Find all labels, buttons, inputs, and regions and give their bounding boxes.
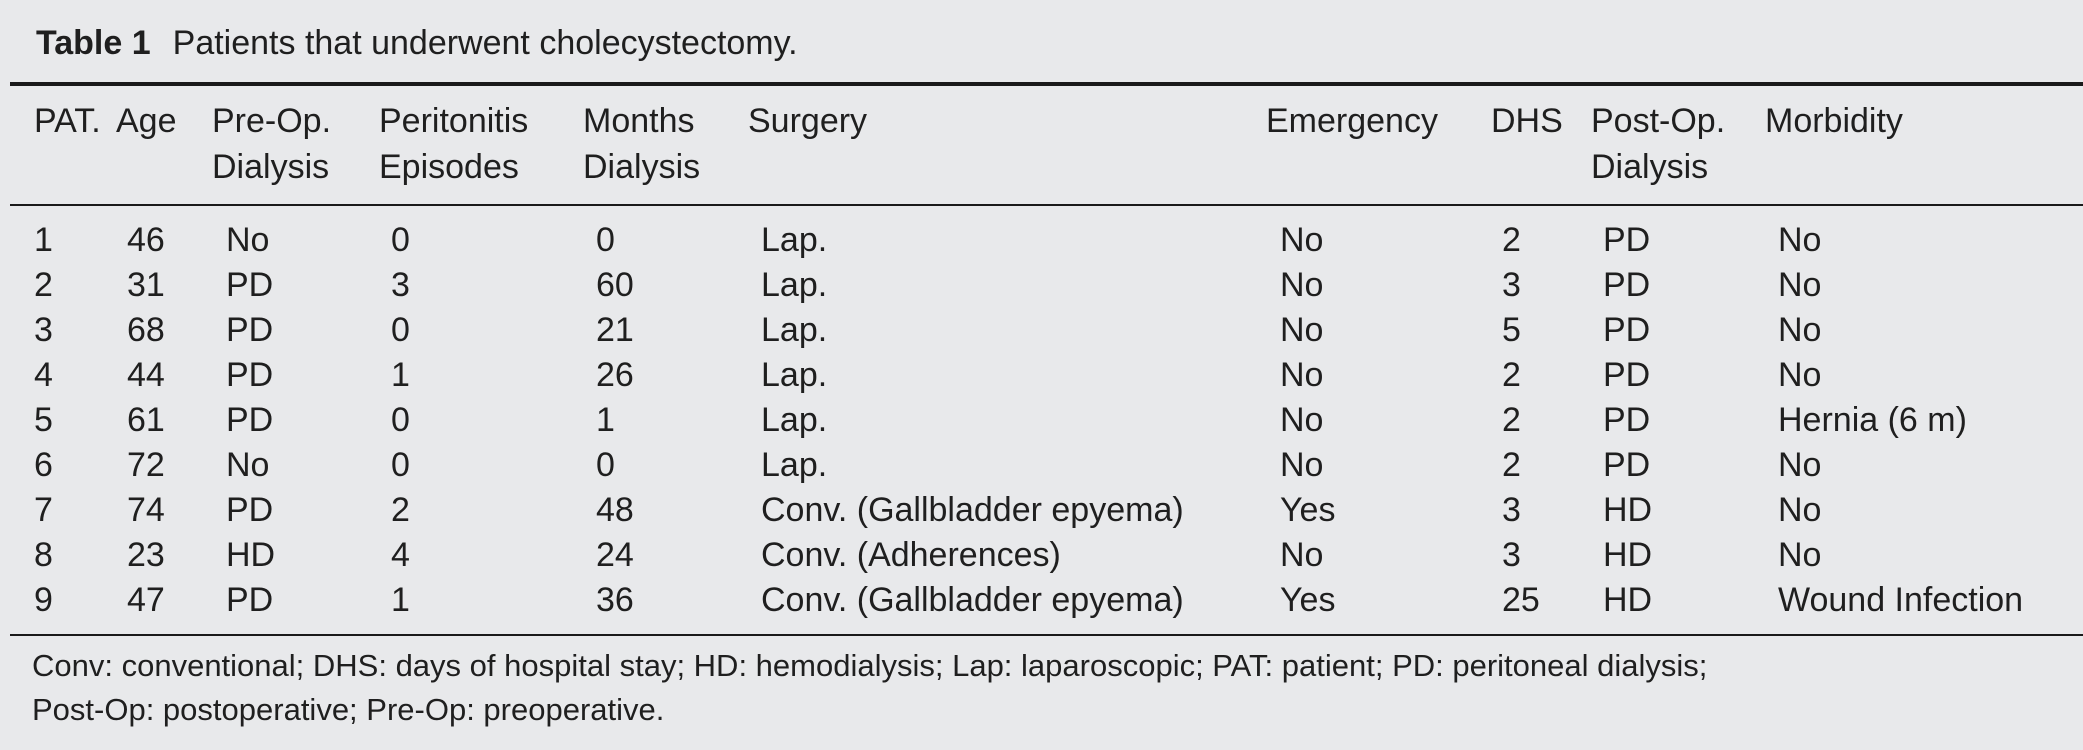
cell-dhs: 25: [1502, 581, 1540, 619]
table-footnote: [32, 644, 2052, 732]
header-months-dialysis-line2: Dialysis: [583, 148, 701, 186]
header-age: [116, 98, 177, 144]
header-pre-op-dialysis: [212, 98, 331, 190]
cell-peritonitis-episodes: 0: [391, 311, 410, 349]
cell-months-dialysis: 36: [596, 581, 634, 619]
bottom-rule: [10, 634, 2083, 636]
header-peritonitis-episodes-line1: Peritonitis: [379, 102, 529, 140]
cell-post-op-dialysis: PD: [1603, 446, 1651, 484]
header-morbidity: [1765, 98, 1903, 144]
cell-age: 72: [127, 446, 165, 484]
header-dhs: [1491, 98, 1563, 144]
cell-dhs: 3: [1502, 266, 1521, 304]
cell-peritonitis-episodes: 0: [391, 446, 410, 484]
cell-emergency: No: [1280, 536, 1324, 574]
header-pre-op-dialysis-line1: Pre-Op.: [212, 102, 332, 140]
cell-morbidity: No: [1778, 356, 1822, 394]
cell-months-dialysis: 0: [596, 221, 615, 259]
cell-pre-op-dialysis: No: [226, 446, 270, 484]
cell-peritonitis-episodes: 3: [391, 266, 410, 304]
cell-dhs: 5: [1502, 311, 1521, 349]
cell-peritonitis-episodes: 1: [391, 581, 410, 619]
top-rule: [10, 82, 2083, 86]
cell-dhs: 3: [1502, 491, 1521, 529]
cell-peritonitis-episodes: 0: [391, 221, 410, 259]
cell-months-dialysis: 48: [596, 491, 634, 529]
header-months-dialysis: [583, 98, 700, 190]
cell-pat: 1: [34, 221, 53, 259]
cell-pat: 4: [34, 356, 53, 394]
cell-post-op-dialysis: PD: [1603, 221, 1651, 259]
header-post-op-dialysis-line1: Post-Op.: [1591, 102, 1726, 140]
cell-surgery: Lap.: [761, 446, 828, 484]
table-caption: [36, 14, 798, 72]
header-surgery-line1: Surgery: [748, 102, 868, 140]
cell-post-op-dialysis: PD: [1603, 311, 1651, 349]
cell-age: 68: [127, 311, 165, 349]
cell-dhs: 3: [1502, 536, 1521, 574]
cell-months-dialysis: 0: [596, 446, 615, 484]
cell-pre-op-dialysis: PD: [226, 401, 274, 439]
header-months-dialysis-line1: Months: [583, 102, 695, 140]
cell-dhs: 2: [1502, 401, 1521, 439]
cell-dhs: 2: [1502, 356, 1521, 394]
footnote-line-1: Conv: conventional; DHS: days of hospital stay; HD: hemodialysis; Lap: laparoscopic; PAT: patient; PD: peritoneal dialysis;: [32, 648, 1708, 683]
header-age-line1: Age: [116, 102, 177, 140]
cell-age: 47: [127, 581, 165, 619]
cell-pat: 5: [34, 401, 53, 439]
cell-pre-op-dialysis: PD: [226, 356, 274, 394]
header-pat: [34, 98, 101, 144]
cell-pre-op-dialysis: PD: [226, 491, 274, 529]
cell-peritonitis-episodes: 1: [391, 356, 410, 394]
cell-dhs: 2: [1502, 446, 1521, 484]
header-pat-line1: PAT.: [34, 102, 101, 140]
cell-months-dialysis: 1: [596, 401, 615, 439]
cell-pat: 6: [34, 446, 53, 484]
cell-pre-op-dialysis: HD: [226, 536, 276, 574]
cell-pre-op-dialysis: PD: [226, 266, 274, 304]
cell-emergency: Yes: [1280, 581, 1336, 619]
cell-pre-op-dialysis: No: [226, 221, 270, 259]
header-morbidity-line1: Morbidity: [1765, 102, 1903, 140]
cell-pat: 8: [34, 536, 53, 574]
cell-morbidity: No: [1778, 536, 1822, 574]
cell-months-dialysis: 60: [596, 266, 634, 304]
cell-peritonitis-episodes: 4: [391, 536, 410, 574]
header-rule: [10, 204, 2083, 206]
cell-surgery: Conv. (Gallbladder epyema): [761, 491, 1184, 529]
cell-emergency: No: [1280, 401, 1324, 439]
cell-morbidity: No: [1778, 446, 1822, 484]
cell-morbidity: No: [1778, 491, 1822, 529]
footnote-line-2: Post-Op: postoperative; Pre-Op: preoperative.: [32, 692, 665, 727]
cell-age: 31: [127, 266, 165, 304]
cell-pre-op-dialysis: PD: [226, 311, 274, 349]
cell-peritonitis-episodes: 0: [391, 401, 410, 439]
cell-surgery: Conv. (Adherences): [761, 536, 1061, 574]
cell-morbidity: No: [1778, 221, 1822, 259]
cell-pre-op-dialysis: PD: [226, 581, 274, 619]
cell-pat: 3: [34, 311, 53, 349]
header-post-op-dialysis-line2: Dialysis: [1591, 148, 1709, 186]
cell-surgery: Lap.: [761, 356, 828, 394]
cell-age: 46: [127, 221, 165, 259]
header-peritonitis-episodes: [379, 98, 528, 190]
table-title: Patients that underwent cholecystectomy.: [172, 24, 798, 62]
cell-emergency: No: [1280, 311, 1324, 349]
cell-months-dialysis: 21: [596, 311, 634, 349]
header-post-op-dialysis: [1591, 98, 1725, 190]
cell-dhs: 2: [1502, 221, 1521, 259]
cell-morbidity: No: [1778, 266, 1822, 304]
cell-post-op-dialysis: HD: [1603, 536, 1653, 574]
cell-pat: 9: [34, 581, 53, 619]
cell-months-dialysis: 24: [596, 536, 634, 574]
cell-pat: 2: [34, 266, 53, 304]
cell-age: 74: [127, 491, 165, 529]
cell-surgery: Lap.: [761, 221, 828, 259]
cell-morbidity: Hernia (6 m): [1778, 401, 1967, 439]
cell-post-op-dialysis: HD: [1603, 491, 1653, 529]
cell-post-op-dialysis: PD: [1603, 266, 1651, 304]
cell-surgery: Lap.: [761, 266, 828, 304]
cell-age: 61: [127, 401, 165, 439]
cell-peritonitis-episodes: 2: [391, 491, 410, 529]
cell-post-op-dialysis: HD: [1603, 581, 1653, 619]
cell-emergency: No: [1280, 266, 1324, 304]
header-surgery: [748, 98, 867, 144]
cell-emergency: Yes: [1280, 491, 1336, 529]
cell-surgery: Conv. (Gallbladder epyema): [761, 581, 1184, 619]
header-dhs-line1: DHS: [1491, 102, 1563, 140]
cell-months-dialysis: 26: [596, 356, 634, 394]
cell-pat: 7: [34, 491, 53, 529]
header-emergency-line1: Emergency: [1266, 102, 1438, 140]
cell-age: 23: [127, 536, 165, 574]
header-emergency: [1266, 98, 1438, 144]
cell-morbidity: No: [1778, 311, 1822, 349]
table-label: Table 1: [36, 24, 151, 62]
cell-morbidity: Wound Infection: [1778, 581, 2024, 619]
cell-post-op-dialysis: PD: [1603, 356, 1651, 394]
cell-surgery: Lap.: [761, 311, 828, 349]
cell-age: 44: [127, 356, 165, 394]
header-pre-op-dialysis-line2: Dialysis: [212, 148, 330, 186]
header-peritonitis-episodes-line2: Episodes: [379, 148, 519, 186]
cell-emergency: No: [1280, 356, 1324, 394]
cell-post-op-dialysis: PD: [1603, 401, 1651, 439]
cell-emergency: No: [1280, 446, 1324, 484]
cell-surgery: Lap.: [761, 401, 828, 439]
cell-emergency: No: [1280, 221, 1324, 259]
